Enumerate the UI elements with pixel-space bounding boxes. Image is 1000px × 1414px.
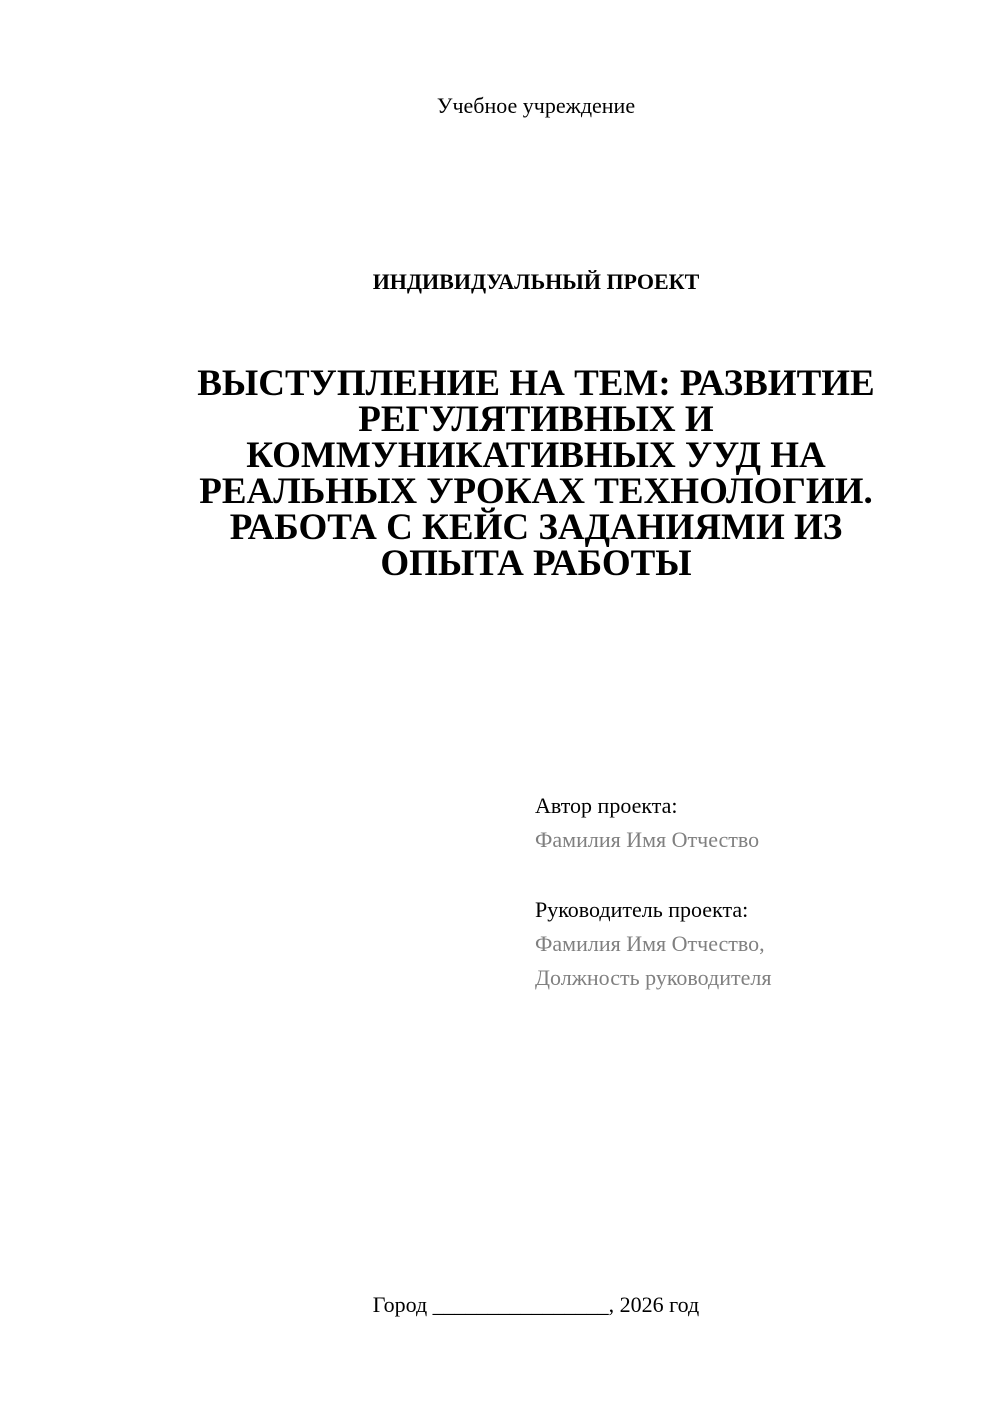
project-title-line: РЕГУЛЯТИВНЫХ И xyxy=(358,399,714,440)
author-block xyxy=(535,789,955,857)
project-title-line: РАБОТА С КЕЙС ЗАДАНИЯМИ ИЗ xyxy=(229,507,843,548)
supervisor-name: Фамилия Имя Отчество, xyxy=(535,931,765,956)
supervisor-block xyxy=(535,893,955,995)
project-title xyxy=(140,363,932,584)
supervisor-label: Руководитель проекта: xyxy=(535,897,749,922)
city-year: Город ________________, 2026 год xyxy=(372,1292,700,1317)
supervisor-position: Должность руководителя xyxy=(535,965,772,990)
project-type: ИНДИВИДУАЛЬНЫЙ ПРОЕКТ xyxy=(372,269,700,294)
project-title-line: ОПЫТА РАБОТЫ xyxy=(380,543,692,584)
author-name: Фамилия Имя Отчество xyxy=(535,827,760,852)
institution-name: Учебное учреждение xyxy=(436,93,636,118)
project-title-line: РЕАЛЬНЫХ УРОКАХ ТЕХНОЛОГИИ. xyxy=(199,471,873,512)
project-title-line: ВЫСТУПЛЕНИЕ НА ТЕМ: РАЗВИТИЕ xyxy=(197,363,875,404)
author-label: Автор проекта: xyxy=(535,793,678,818)
project-title-line: КОММУНИКАТИВНЫХ УУД НА xyxy=(246,435,826,476)
